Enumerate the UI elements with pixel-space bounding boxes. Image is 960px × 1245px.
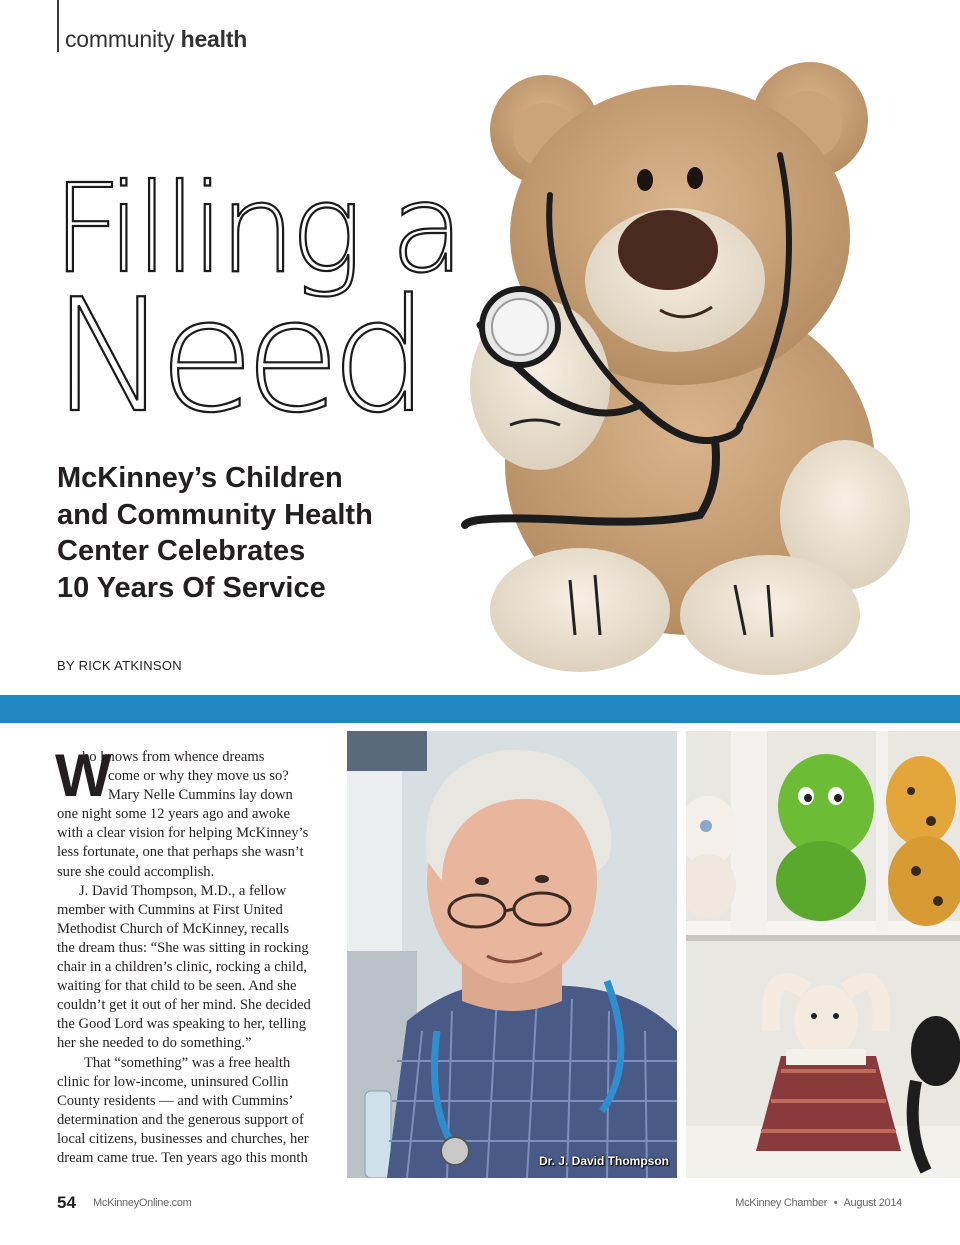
- body-line: Methodist Church of McKinney, recalls: [57, 920, 290, 937]
- deck-line: 10 Years Of Service: [57, 571, 326, 604]
- folio-separator: •: [833, 1197, 838, 1209]
- headline-line-1: Filling a: [52, 158, 459, 300]
- body-line: the dream thus: “She was sitting in rocking: [57, 939, 309, 956]
- body-line: couldn’t get it out of her mind. She decided: [57, 997, 311, 1014]
- section-label-light: community: [65, 26, 175, 52]
- teddy-bear-illustration: [450, 45, 920, 675]
- body-line: come or why they move us so?: [108, 768, 289, 785]
- body-line: Mary Nelle Cummins lay down: [108, 787, 293, 804]
- article-deck: [57, 460, 457, 606]
- section-rule: [57, 0, 59, 52]
- body-line: with a clear vision for helping McKinney’s: [57, 825, 309, 842]
- body-line: chair in a children’s clinic, rocking a child,: [57, 959, 308, 976]
- issue-date: August 2014: [843, 1197, 902, 1209]
- folio-publication: [735, 1197, 902, 1209]
- deck-line: and Community Health: [57, 498, 373, 531]
- body-line: That “something” was a free health: [84, 1054, 291, 1071]
- body-line: J. David Thompson, M.D., a fellow: [79, 882, 287, 899]
- publication-name: McKinney Chamber: [735, 1197, 828, 1209]
- folio-site: McKinneyOnline.com: [93, 1197, 192, 1209]
- body-line: the Good Lord was speaking to her, telling: [57, 1016, 307, 1033]
- doctor-photo: [347, 731, 677, 1178]
- body-line: clinic for low-income, uninsured Collin: [57, 1073, 289, 1090]
- body-line: less fortunate, one that perhaps she wasn’t: [57, 844, 304, 861]
- body-line: her she needed to do something.”: [57, 1035, 252, 1052]
- body-line: County residents — and with Cummins’: [57, 1092, 294, 1109]
- article-body: [55, 742, 319, 1168]
- section-label-bold: health: [180, 26, 248, 52]
- body-line: dream came true. Ten years ago this month: [57, 1149, 308, 1166]
- body-line: waiting for that child to be seen. And she: [57, 978, 297, 995]
- color-band: [0, 695, 960, 723]
- deck-line: McKinney’s Children: [57, 462, 343, 494]
- drop-cap: W: [55, 742, 112, 809]
- page-number: 54: [57, 1193, 76, 1212]
- section-label: [65, 26, 247, 53]
- body-line: member with Cummins at First United: [57, 901, 283, 918]
- stuffed-animals-photo: [686, 731, 960, 1178]
- body-line: sure she could accomplish.: [57, 863, 215, 880]
- headline-line-2: Need: [52, 265, 420, 447]
- deck-line: Center Celebrates: [57, 535, 306, 567]
- photo-caption: Dr. J. David Thompson: [538, 1154, 669, 1168]
- body-line: one night some 12 years ago and awoke: [57, 806, 291, 823]
- body-line: determination and the generous support of: [57, 1111, 304, 1128]
- byline: BY RICK ATKINSON: [57, 658, 182, 673]
- body-line: ho knows from whence dreams: [82, 749, 265, 765]
- body-line: local citizens, businesses and churches, her: [57, 1130, 309, 1147]
